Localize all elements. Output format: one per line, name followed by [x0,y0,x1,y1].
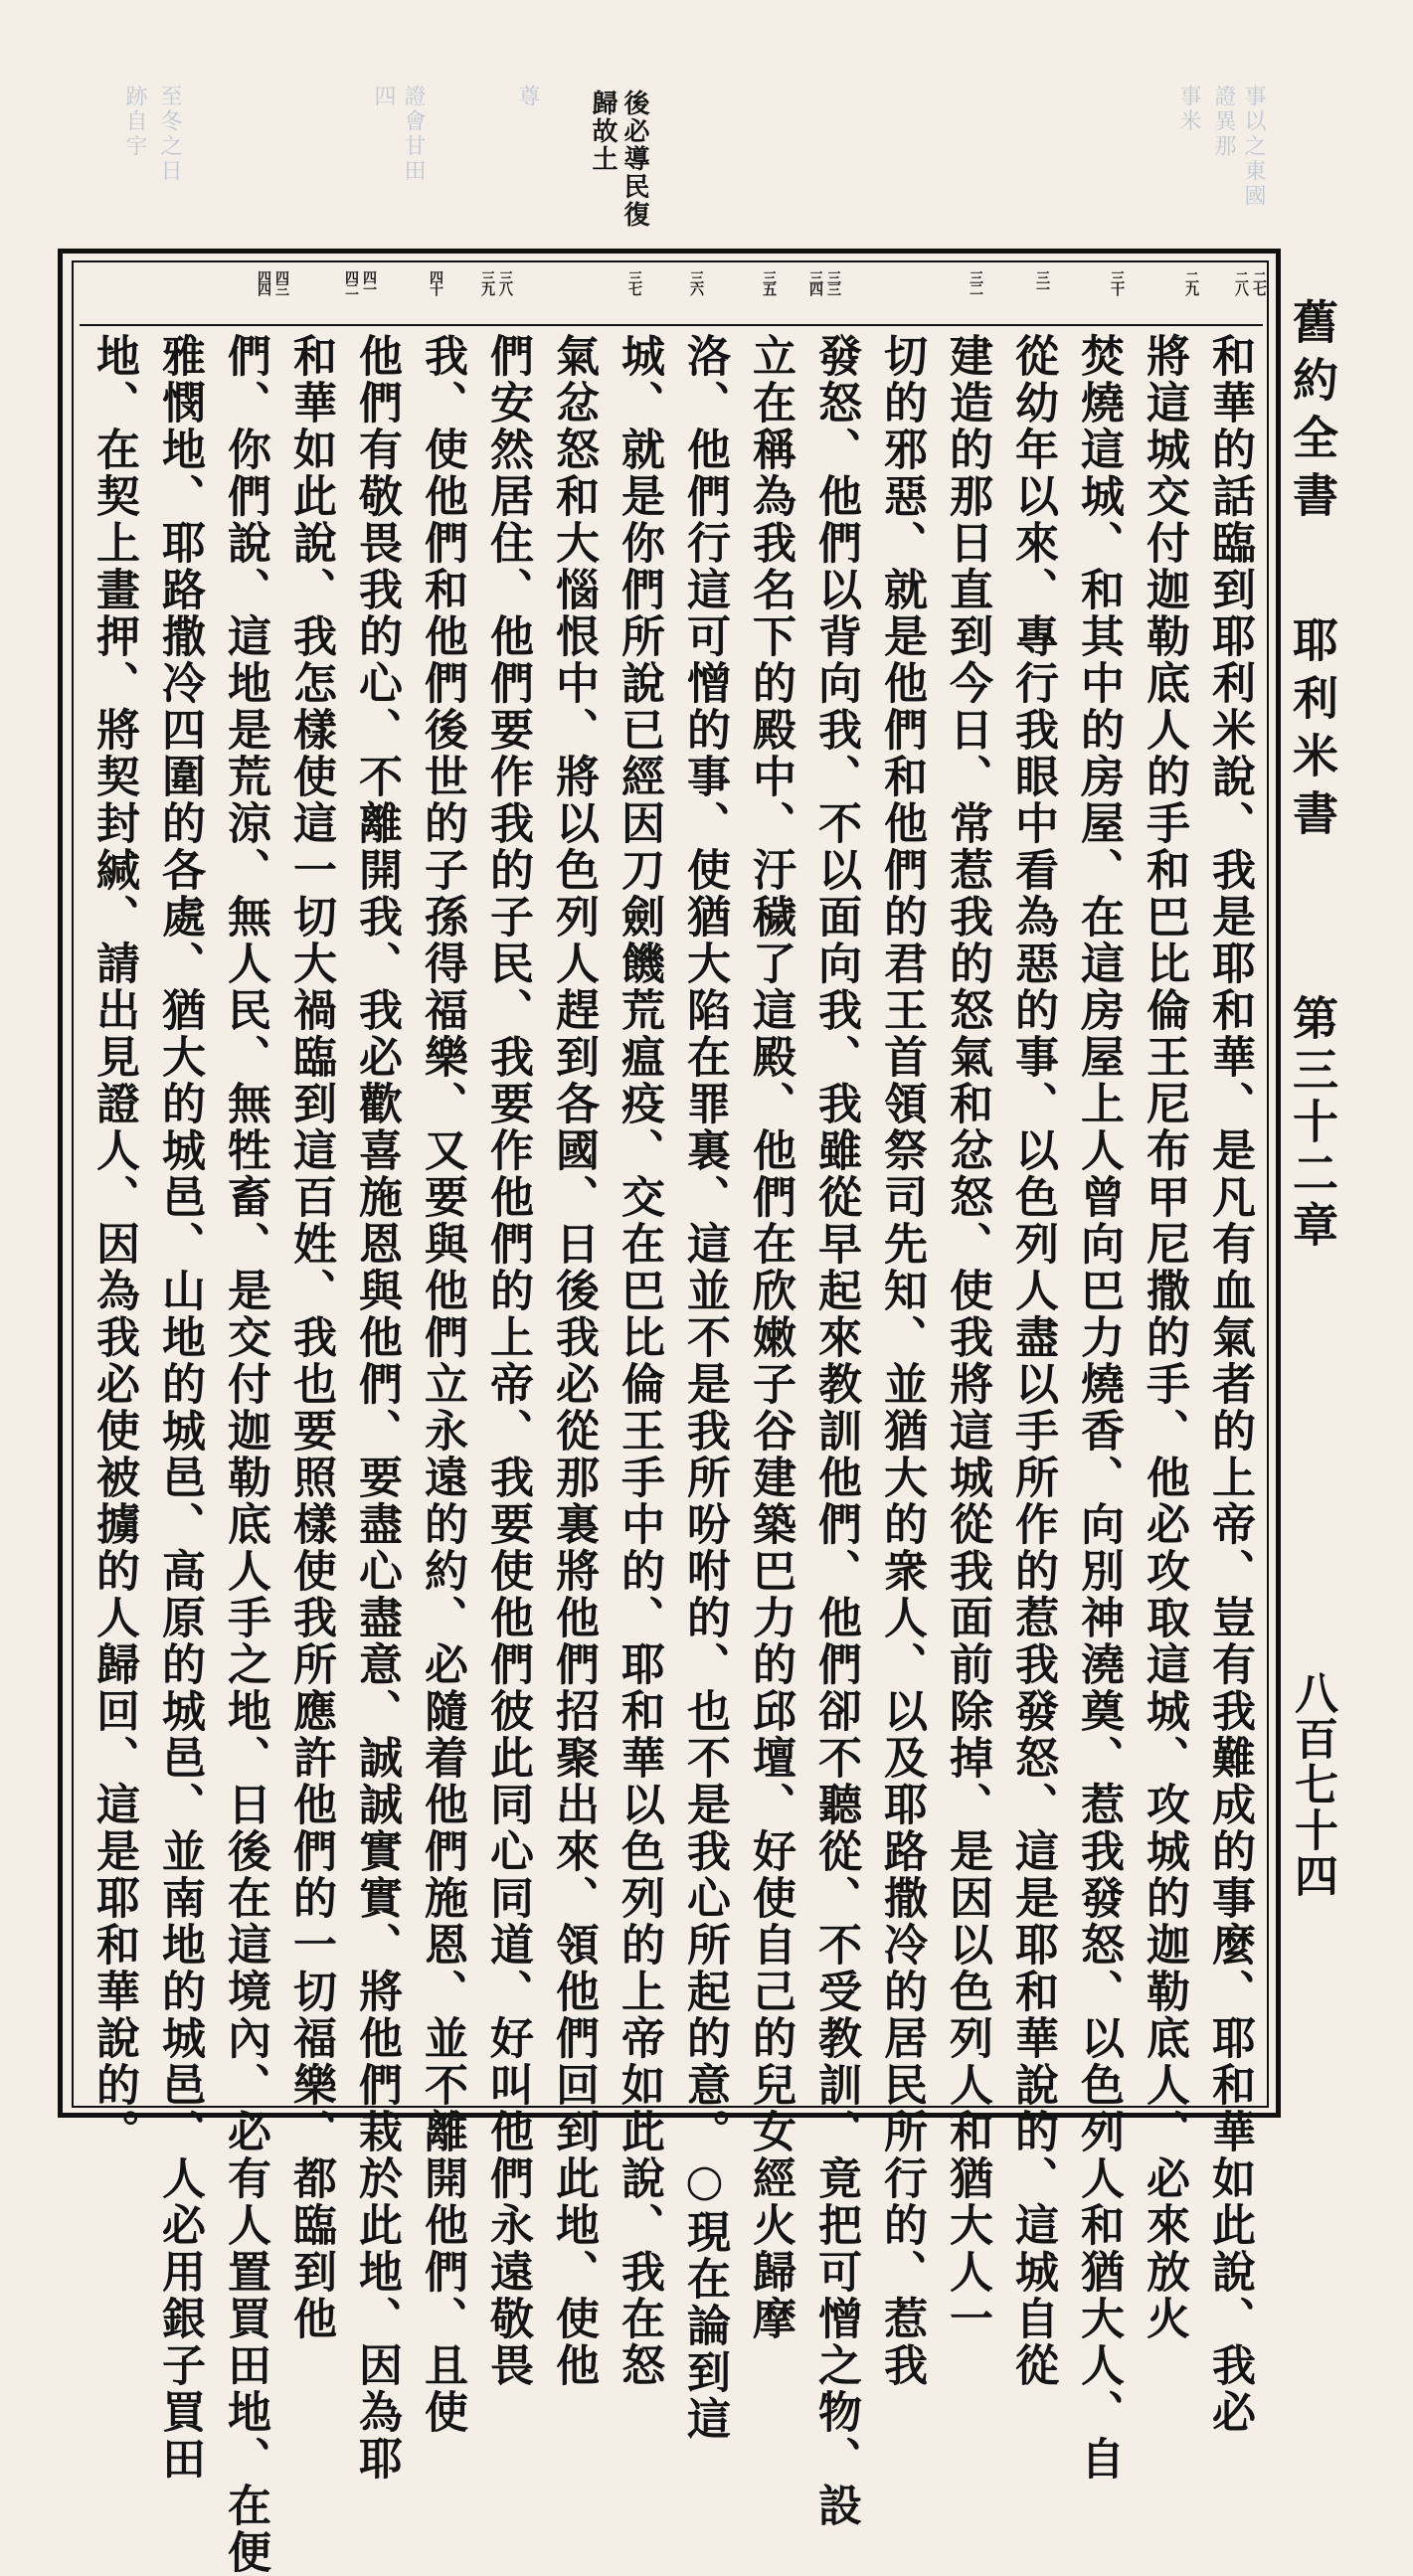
verse-number: 三五 [761,270,777,294]
verse-number: 二七 [1251,270,1267,294]
carry-over-line-1: 後必導民復 [619,89,649,229]
ghost-text: 證異那 [1211,85,1236,159]
verse-number: 四一 [361,270,377,294]
verse-number: 二八 [1233,270,1249,294]
verse-number: 三四 [807,270,823,294]
text-column: 焚燒這城、和其中的房屋、在這房屋上人曾向巴力燒香、向別神澆奠、惹我發怒、以色列人和猶大人、自 [1073,333,1124,2483]
text-column: 們、你們說、這地是荒涼、無人民、無牲畜、是交付迦勒底人手之地、日後在這境內、必有人置買田地、在便 [220,333,270,2576]
verse-number: 三三 [825,270,841,294]
text-column: 切的邪惡、就是他們和他們的君王首領祭司先知、並猶大的衆人、以及耶路撒冷的居民所行的、惹我 [876,333,927,2389]
ghost-text: 事以之東國 [1241,85,1266,209]
text-column: 將這城交付迦勒底人的手和巴比倫王尼布甲尼撒的手、他必攻取這城、攻城的迦勒底人、必來放火 [1139,333,1189,2342]
ghost-text: 證會甘田 [401,85,426,184]
ghost-text: 事米 [1176,85,1201,134]
ghost-text: 跡自宇 [122,85,147,159]
text-column: 從幼年以來、專行我眼中看為惡的事、以色列人盡以手所作的惹我發怒、這是耶和華說的、這城自從 [1007,333,1058,2389]
carry-over-line-2: 歸故土 [588,89,618,173]
text-column: 雅憫地、耶路撒冷四圍的各處、猶大的城邑、山地的城邑、高原的城邑、並南地的城邑、人必用銀子買田 [154,333,205,2483]
verse-number: 三一 [1034,270,1050,294]
text-column: 氣忿怒和大惱恨中、將以色列人趕到各國、日後我必從那裏將他們招聚出來、領他們回到此地、使他 [548,333,599,2389]
verse-number: 三八 [497,270,513,294]
ghost-text: 至冬之日 [157,85,182,184]
verse-number: 二九 [1183,270,1199,294]
verse-number: 三七 [626,270,642,294]
verse-number: 四十 [428,270,443,294]
text-column: 和華的話臨到耶利米說、我是耶和華、是凡有血氣者的上帝、豈有我難成的事麼、耶和華如此說、我必 [1204,333,1255,2436]
ghost-text: 尊 [515,85,540,109]
text-column: 地、在契上畫押、將契封緘、請出見證人、因為我必使被擄的人歸回、這是耶和華說的。 [88,333,139,2155]
text-column: 們安然居住、他們要作我的子民、我要作他們的上帝、我要使他們彼此同心同道、好叫他們永遠敬畏 [482,333,533,2389]
page-number: 八百七十四 [1287,1670,1337,1899]
text-column: 發怒、他們以背向我、不以面向我、我雖從早起來教訓他們、他們卻不聽從、不受教訓、竟把可憎之物、設 [810,333,861,2529]
verse-number-strip [80,266,1267,326]
verse-number: 三九 [479,270,495,294]
verse-number: 三十 [1109,270,1125,294]
text-column: 他們有敬畏我的心、不離開我、我必歡喜施恩與他們、要盡心盡意、誠誠實實、將他們栽於此地、因為耶 [351,333,402,2483]
text-column: 建造的那日直到今日、常惹我的怒氣和忿怒、使我將這城從我面前除掉、是因以色列人和猶大人一 [942,333,992,2342]
text-column: 立在稱為我名下的殿中、汙穢了這殿、他們在欣嫩子谷建築巴力的邱壇、好使自己的兒女經火歸摩 [745,333,795,2342]
verse-number: 三二 [968,270,983,294]
text-column: 我、使他們和他們後世的子孫得福樂、又要與他們立永遠的約、必隨着他們施恩、並不離開他們、且使 [417,333,467,2436]
book-title: 舊約全書 [1286,298,1339,529]
verse-number: 三六 [688,270,704,294]
verse-number: 四三 [273,270,289,294]
verse-number: 四四 [256,270,271,294]
chapter-heading: 第三十二章 [1286,994,1339,1253]
verse-number: 四二 [343,270,359,294]
book-name: 耶利米書 [1286,616,1339,847]
text-column: 和華如此說、我怎樣使這一切大禍臨到這百姓、我也要照樣使我所應許他們的一切福樂、都臨到他 [285,333,336,2342]
text-column: 城、就是你們所說已經因刀劍饑荒瘟疫、交在巴比倫王手中的、耶和華以色列的上帝如此說、我在怒 [614,333,664,2389]
text-column: 洛、他們行這可憎的事、使猶大陷在罪裏、這並不是我所吩咐的、也不是我心所起的意。○現在論到這 [679,333,730,2443]
ghost-text: 四 [371,85,396,109]
